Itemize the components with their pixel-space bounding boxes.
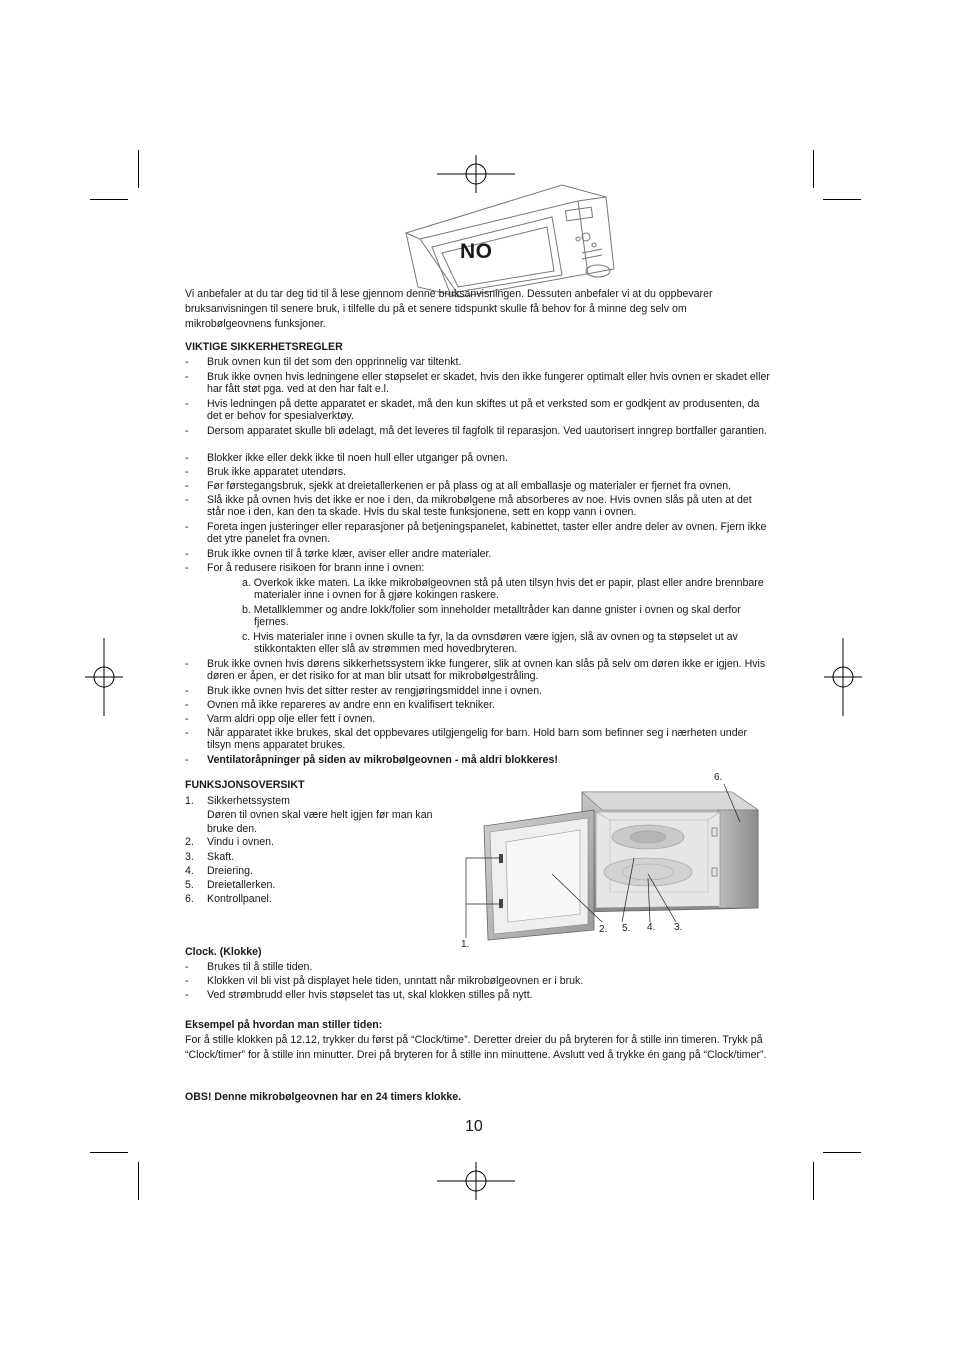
list-item: - Før førstegangsbruk, sjekk at dreietallerkenen er på plass og at all emballasje og materialer er fjernet fra ovnen. — [185, 480, 732, 492]
list-item: - Slå ikke på ovnen hvis det ikke er noe i den, da mikrobølgene må absorberes av noe. Hvis ovnen slås på uten at det står noe i den, kan den ta skade. Hvis du skal teste funksjonene, sett en kopp vann i ovnen. — [185, 494, 752, 519]
language-code: NO — [460, 240, 493, 263]
crop-mark — [90, 1152, 128, 1153]
list-item: - Dersom apparatet skulle bli ødelagt, må det leveres til fagfolk til reparasjon. Ved uautorisert inngrep bortfaller garantien. — [185, 425, 767, 437]
list-item: - Bruk ikke ovnen til å tørke klær, aviser eller andre materialer. — [185, 548, 492, 560]
diagram-label: 6. — [714, 772, 723, 783]
crop-mark — [823, 1152, 861, 1153]
list-item: - Bruk ovnen kun til det som den opprinnelig var tiltenkt. — [185, 356, 462, 368]
registration-mark-icon — [85, 638, 123, 716]
list-item: 5. Dreietallerken. — [185, 879, 276, 891]
list-item: - For å redusere risikoen for brann inne i ovnen: — [185, 562, 425, 574]
registration-mark-icon — [437, 1162, 515, 1200]
diagram-label: 1. — [461, 939, 470, 950]
list-item: - Ved strømbrudd eller hvis støpselet tas ut, skal klokken stilles på nytt. — [185, 989, 533, 1001]
clock-heading: Clock. (Klokke) — [185, 946, 262, 958]
list-item-bold: - Ventilatoråpninger på siden av mikrobølgeovnen - må aldri blokkeres! — [185, 754, 558, 766]
diagram-label: 3. — [674, 922, 683, 933]
list-item: - Når apparatet ikke brukes, skal det oppbevares utilgjengelig for barn. Hold barn som befinner seg i nærheten under tilsyn mens apparatet brukes. — [185, 727, 748, 752]
diagram-label: 5. — [622, 923, 631, 934]
list-item: Døren til ovnen skal være helt igjen før man kan bruke den. — [207, 809, 433, 835]
sub-list-item: b. Metallklemmer og andre lokk/folier som inneholder metalltråder kan danne gnister i ovnen og skal derfor fjernes. — [242, 604, 741, 629]
safety-heading: VIKTIGE SIKKERHETSREGLER — [185, 341, 343, 353]
list-item: 4. Dreiering. — [185, 865, 253, 877]
example-paragraph: For å stille klokken på 12.12, trykker du først på “Clock/time”. Deretter dreier du på bryteren for å stille inn timeren. Trykk på “Clock/timer” for å stille inn minutter. Drei på bryteren for å stille inn minuttene. Avslutt ved å trykke én gang på “Clock/timer”. — [185, 1034, 767, 1061]
registration-mark-icon — [824, 638, 862, 716]
diagram-label: 4. — [647, 922, 656, 933]
page-number: 10 — [465, 1118, 483, 1135]
list-item: - Brukes til å stille tiden. — [185, 961, 313, 973]
crop-mark — [813, 150, 814, 188]
example-heading: Eksempel på hvordan man stiller tiden: — [185, 1019, 383, 1031]
microwave-diagram — [462, 780, 772, 950]
list-item: - Bruk ikke ovnen hvis dørens sikkerhetssystem ikke fungerer, slik at ovnen kan slås på selv om døren ikke er igjen. Hvis døren er åpen, er det risiko for at man blir utsatt for mikrobølgestråling. — [185, 658, 766, 683]
list-item: - Ovnen må ikke repareres av andre enn en kvalifisert tekniker. — [185, 699, 495, 711]
crop-mark — [823, 199, 861, 200]
crop-mark — [138, 150, 139, 188]
list-item: 1. Sikkerhetssystem — [185, 795, 291, 807]
note: OBS! Denne mikrobølgeovnen har en 24 timers klokke. — [185, 1091, 462, 1103]
list-item: 6. Kontrollpanel. — [185, 893, 272, 905]
list-item: 2. Vindu i ovnen. — [185, 836, 274, 848]
list-item: - Blokker ikke eller dekk ikke til noen hull eller utganger på ovnen. — [185, 452, 508, 464]
intro-paragraph: Vi anbefaler at du tar deg tid til å lese gjennom denne bruksanvisningen. Dessuten anbefaler vi at du oppbevarer bruksanvisningen til senere bruk, i tilfelle du på et senere tidspunkt skulle få behov for å minne deg selv om mikrobølgeovnens funksjoner. — [185, 288, 713, 330]
list-item: - Foreta ingen justeringer eller reparasjoner på betjeningspanelet, kabinettet, taster eller andre deler av ovnen. Fjern ikke det ytre panelet fra ovnen. — [185, 521, 767, 546]
microwave-outline-icon — [402, 183, 620, 301]
crop-mark — [138, 1162, 139, 1200]
list-item: - Bruk ikke ovnen hvis ledningene eller støpselet er skadet, hvis den ikke fungerer optimalt eller hvis ovnen er skadet eller har fått støt pga. ved at den har falt e.l. — [185, 371, 770, 396]
crop-mark — [90, 199, 128, 200]
list-item: - Bruk ikke ovnen hvis det sitter rester av rengjøringsmiddel inne i ovnen. — [185, 685, 543, 697]
overview-heading: FUNKSJONSOVERSIKT — [185, 779, 305, 791]
list-item: - Varm aldri opp olje eller fett i ovnen. — [185, 713, 376, 725]
list-item: - Bruk ikke apparatet utendørs. — [185, 466, 346, 478]
diagram-label: 2. — [599, 924, 608, 935]
list-item: - Klokken vil bli vist på displayet hele tiden, unntatt når mikrobølgeovnen er i bruk. — [185, 975, 584, 987]
crop-mark — [813, 1162, 814, 1200]
list-item: - Hvis ledningen på dette apparatet er skadet, må den kun skiftes ut på et verksted som er godkjent av produsenten, da det er behov for spesialverktøy. — [185, 398, 760, 423]
sub-list-item: a. Overkok ikke maten. La ikke mikrobølgeovnen stå på uten tilsyn hvis det er papir, plast eller andre brennbare materialer inne i ovnen for å gjøre kokingen raskere. — [242, 577, 764, 602]
sub-list-item: c. Hvis materialer inne i ovnen skulle ta fyr, la da ovnsdøren være igjen, slå av ovnen og ta støpselet ut av stikkontakten eller slå av strømmen med hovedbryteren. — [242, 631, 738, 656]
list-item: 3. Skaft. — [185, 851, 235, 863]
